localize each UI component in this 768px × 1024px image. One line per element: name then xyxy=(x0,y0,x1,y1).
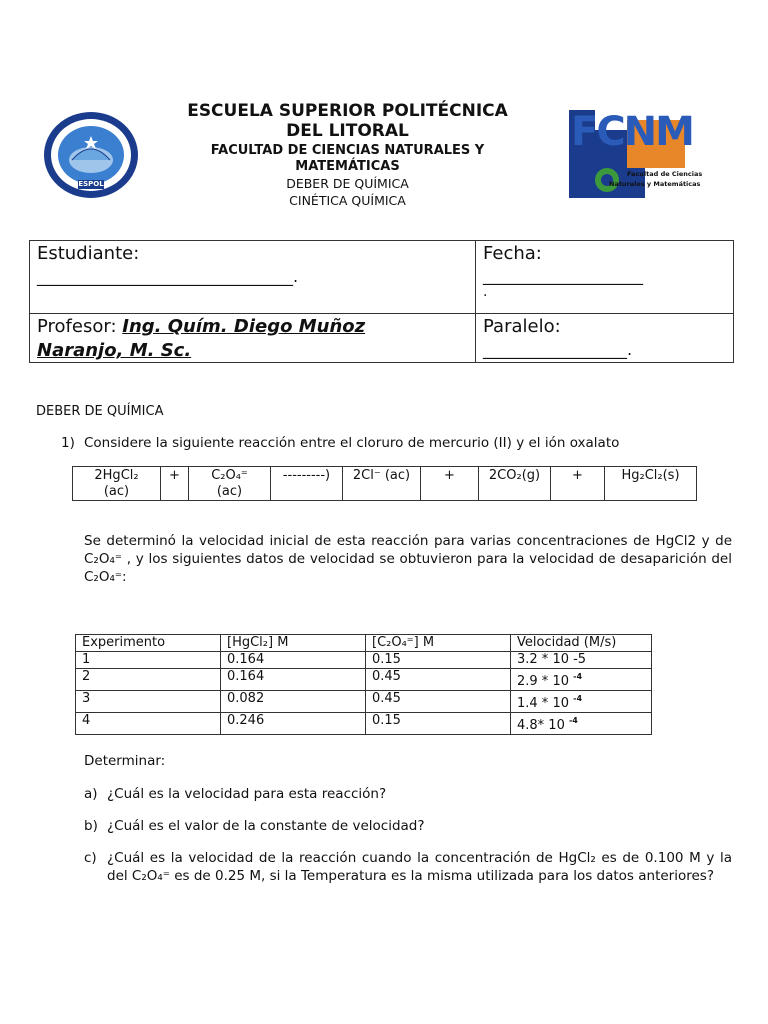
reactant-hgcl2-state: (ac) xyxy=(103,484,130,499)
product-co2: 2CO₂(g) xyxy=(479,467,551,500)
table-cell: 4 xyxy=(76,713,221,735)
reactant-oxalate xyxy=(189,467,271,500)
table-header-cell: Velocidad (M/s) xyxy=(511,635,652,652)
student-field[interactable]: ________________________________. xyxy=(37,267,299,286)
reaction-arrow: ---------) xyxy=(271,467,343,500)
school-name-line2: DEL LITORAL xyxy=(286,121,409,141)
table-cell: 0.45 xyxy=(366,691,511,713)
reactant-oxalate-state: (ac) xyxy=(216,484,243,499)
reactant-hgcl2 xyxy=(73,467,161,500)
professor-cell xyxy=(30,315,475,363)
table-cell: 1 xyxy=(76,652,221,669)
question-a-text: ¿Cuál es la velocidad para esta reacción? xyxy=(107,786,387,802)
fcnm-logo-label: FCNM xyxy=(571,109,693,155)
table-cell xyxy=(511,652,652,669)
fcnm-logo xyxy=(567,108,703,200)
table-cell: 0.15 xyxy=(366,652,511,669)
assignment-title: DEBER DE QUÍMICA xyxy=(286,176,409,191)
plus-sign: + xyxy=(161,467,189,500)
reaction-table xyxy=(72,466,697,501)
fcnm-logo-sub2: Naturales y Matemáticas xyxy=(609,180,701,188)
student-label: Estudiante: xyxy=(37,243,140,264)
section-title: DEBER DE QUÍMICA xyxy=(36,404,164,419)
table-header-cell: [C₂O₄⁼] M xyxy=(366,635,511,652)
data-intro-paragraph: Se determinó la velocidad inicial de esta reacción para varias concentraciones de HgCl2 y de C₂O₄⁼ , y los siguientes datos de velocidad se obtuvieron para la velocidad de desaparición del C₂O₄⁼: xyxy=(84,533,732,585)
rate-value: 1.4 * 10 xyxy=(517,696,574,711)
parallel-label: Paralelo: xyxy=(483,316,561,337)
question-c-letter: c) xyxy=(84,850,97,866)
rate-exponent: -4 xyxy=(573,672,583,681)
school-name-line1: ESCUELA SUPERIOR POLITÉCNICA xyxy=(187,101,508,121)
table-header-cell: [HgCl₂] M xyxy=(221,635,366,652)
professor-label: Profesor: xyxy=(37,316,117,337)
rate-data-table xyxy=(75,634,652,735)
table-cell: 0.246 xyxy=(221,713,366,735)
table-header-row xyxy=(76,635,652,652)
faculty-name-line1: FACULTAD DE CIENCIAS NATURALES Y xyxy=(210,143,485,158)
table-row xyxy=(76,652,652,669)
reactant-oxalate-formula: C₂O₄⁼ xyxy=(211,468,248,483)
product-hg2cl2: Hg₂Cl₂(s) xyxy=(621,468,680,483)
table-cell: 0.164 xyxy=(221,669,366,691)
table-cell: 0.15 xyxy=(366,713,511,735)
professor-name-line2: Naranjo, M. Sc. xyxy=(37,340,192,361)
question-1-number: 1) xyxy=(61,435,75,451)
question-c-text: ¿Cuál es la velocidad de la reacción cuando la concentración de HgCl₂ es de 0.100 M y la del C₂O₄⁼ es de 0.25 M, si la Temperatura es la misma utilizada para los datos anteriores? xyxy=(107,850,732,884)
date-field-end: . xyxy=(483,284,488,300)
parallel-cell xyxy=(476,315,734,361)
faculty-name-line2: MATEMÁTICAS xyxy=(295,159,400,174)
question-b-letter: b) xyxy=(84,818,98,834)
info-divider-h xyxy=(30,313,733,314)
question-a-letter: a) xyxy=(84,786,98,802)
table-cell: 0.45 xyxy=(366,669,511,691)
table-cell: 2 xyxy=(76,669,221,691)
plus-sign: + xyxy=(551,467,605,500)
table-cell xyxy=(511,669,652,691)
rate-value: 2.9 * 10 xyxy=(517,674,574,689)
faculty-name xyxy=(160,143,535,175)
rate-exponent: -4 xyxy=(573,694,583,703)
table-cell: 0.082 xyxy=(221,691,366,713)
date-field[interactable]: ____________________ xyxy=(483,266,643,285)
table-cell xyxy=(511,713,652,735)
plus-sign: + xyxy=(421,467,479,500)
info-table xyxy=(29,240,734,363)
table-cell: 3 xyxy=(76,691,221,713)
espol-logo-label: ESPOL xyxy=(78,180,104,188)
table-row xyxy=(76,669,652,691)
espol-logo xyxy=(42,110,140,200)
rate-exponent: -4 xyxy=(568,716,578,725)
question-1-text: Considere la siguiente reacción entre el cloruro de mercurio (II) y el ión oxalato xyxy=(84,435,620,451)
rate-value: 3.2 * 10 -5 xyxy=(517,652,587,667)
student-cell xyxy=(30,242,475,288)
rate-value: 4.8* 10 xyxy=(517,718,569,733)
fcnm-logo-sub1: Facultad de Ciencias xyxy=(627,170,703,178)
determine-label: Determinar: xyxy=(84,753,166,769)
date-cell xyxy=(476,242,734,298)
question-b-text: ¿Cuál es el valor de la constante de velocidad? xyxy=(107,818,425,834)
product-chloride: 2Cl⁻ (ac) xyxy=(343,467,421,500)
school-name xyxy=(160,101,535,141)
professor-name-line1: Ing. Quím. Diego Muñoz xyxy=(122,316,366,337)
table-row xyxy=(76,713,652,735)
reactant-hgcl2-formula: 2HgCl₂ xyxy=(94,468,139,483)
date-label: Fecha: xyxy=(483,243,542,264)
table-cell xyxy=(511,691,652,713)
topic-title: CINÉTICA QUÍMICA xyxy=(289,193,406,208)
table-row xyxy=(76,691,652,713)
parallel-field[interactable]: __________________. xyxy=(483,340,633,359)
table-cell: 0.164 xyxy=(221,652,366,669)
table-header-cell: Experimento xyxy=(76,635,221,652)
